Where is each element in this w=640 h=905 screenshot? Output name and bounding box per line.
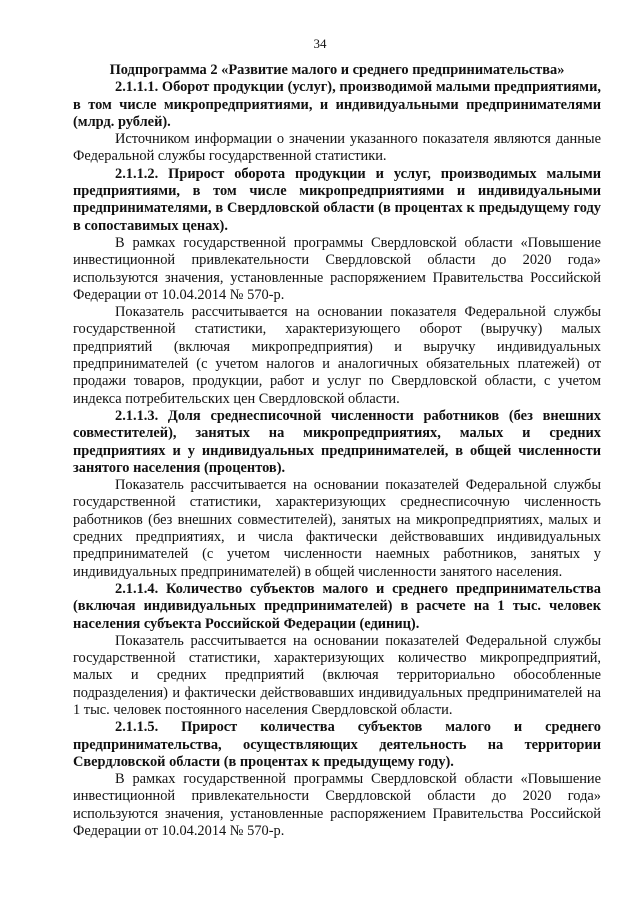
document-blocks	[73, 79, 601, 840]
body-paragraph: Источником информации о значении указанного показателя являются данные Федеральной службы государственной статистики.	[73, 131, 601, 165]
indicator-heading: 2.1.1.5. Прирост количества субъектов малого и среднего предпринимательства, осуществляющих деятельность на территории Свердловской области (в процентах к предыдущему году).	[73, 719, 601, 770]
body-paragraph: Показатель рассчитывается на основании показателей Федеральной службы государственной статистики, характеризующих количество микропредприятий, малых и средних предприятий (включая территориально обособленные подразделения) и фактически действовавших индивидуальных предпринимателей на 1 тыс. человек постоянного населения Свердловской области.	[73, 632, 601, 718]
body-paragraph: В рамках государственной программы Свердловской области «Повышение инвестиционной привлекательности Свердловской области до 2020 года» используются значения, установленные распоряжением Правительства Российской Федерации от 10.04.2014 № 570-р.	[73, 234, 601, 303]
indicator-heading: 2.1.1.1. Оборот продукции (услуг), производимой малыми предприятиями, в том числе микропредприятиями, и индивидуальными предпринимателями (млрд. рублей).	[73, 79, 601, 130]
body-paragraph: В рамках государственной программы Свердловской области «Повышение инвестиционной привлекательности Свердловской области до 2020 года» используются значения, установленные распоряжением Правительства Российской Федерации от 10.04.2014 № 570-р.	[73, 771, 601, 840]
body-paragraph: Показатель рассчитывается на основании показателей Федеральной службы государственной статистики, характеризующих среднесписочную численность работников (без внешних совместителей), занятых на микропредприятиях, малых и средних предприятиях, и числа фактически действовавших индивидуальных предпринимателей (с учетом численности наемных работников, занятых у индивидуальных предпринимателей) в общей численности занятого населения.	[73, 477, 601, 580]
document-body	[73, 62, 601, 840]
indicator-heading: 2.1.1.4. Количество субъектов малого и среднего предпринимательства (включая индивидуальных предпринимателей) в расчете на 1 тыс. человек населения субъекта Российской Федерации (единиц).	[73, 580, 601, 632]
body-paragraph: Показатель рассчитывается на основании показателя Федеральной службы государственной статистики, характеризующего оборот (выручку) малых предприятий (включая микропредприятия) и выручку индивидуальных предпринимателей (с учетом налогов и аналогичных обязательных платежей) от продажи товаров, продукции, работ и услуг по Свердловской области, с учетом индекса потребительских цен Свердловской области.	[73, 304, 601, 407]
indicator-heading: 2.1.1.2. Прирост оборота продукции и услуг, производимых малыми предприятиями, в том числе микропредприятиями и индивидуальными предпринимателями, в Свердловской области (в процентах к предыдущему году в сопоставимых ценах).	[73, 165, 601, 234]
subprogram-title: Подпрограмма 2 «Развитие малого и среднего предпринимательства»	[109, 62, 565, 78]
indicator-heading: 2.1.1.3. Доля среднесписочной численности работников (без внешних совместителей), занятых на микропредприятиях, малых и средних предприятиях и у индивидуальных предпринимателей, в общей численности занятого населения (процентов).	[73, 407, 601, 476]
page-number: 34	[313, 36, 327, 51]
